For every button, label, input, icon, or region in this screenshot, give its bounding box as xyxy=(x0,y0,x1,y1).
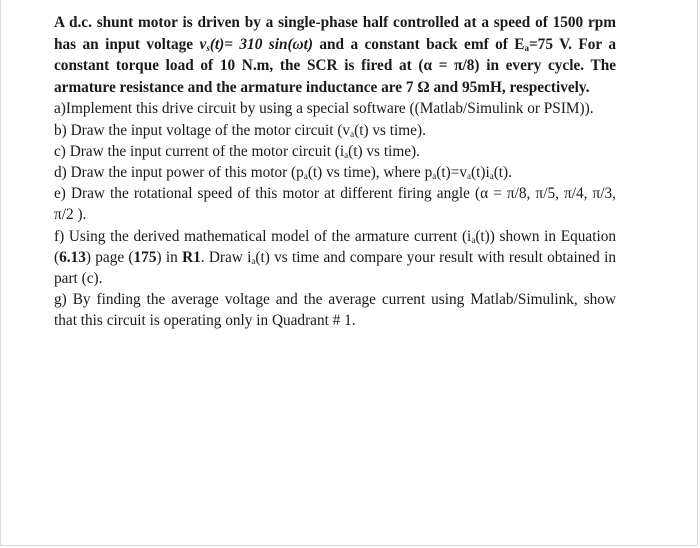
emf-subscript: a xyxy=(524,42,529,53)
reference-r1: R1 xyxy=(182,248,201,266)
item-b: b) Draw the input voltage of the motor circuit ($v_a(t)$ vs time). xyxy=(54,121,426,139)
item-g: g) By finding the average voltage and the average current using Matlab/Simulink, show that this circuit is operating only in Quadrant # 1. xyxy=(54,291,616,330)
item-a: a)Implement this drive circuit by using a special software ((Matlab/Simulink or PSIM)). xyxy=(54,100,594,118)
item-e: e) Draw the rotational speed of this motor at different firing angle (α = π/8, π/5, π/4, π/3, π/2 ). xyxy=(54,185,616,224)
page-ref: 175 xyxy=(133,248,157,266)
item-d: d) Draw the input power of this motor ($p_a(t)$ vs time), where $p_a(t)=v_a(t)i_a(t)$. xyxy=(54,163,512,181)
voltage-expression: (t)= 310 sin(ωt) xyxy=(209,35,313,53)
voltage-subscript: s xyxy=(206,42,210,53)
item-c: c) Draw the input current of the motor circuit ($i_a(t)$ vs time). xyxy=(54,142,420,160)
problem-statement xyxy=(54,12,616,98)
equation-ref: 6.13 xyxy=(59,248,86,266)
problem-intro: A d.c. shunt motor is driven by a single-phase half controlled at a speed of 1500 rpm has an input voltage xyxy=(54,14,616,53)
problem-text xyxy=(54,12,616,332)
problem-params: =75 V. For a constant torque load of 10 N.m, the SCR is fired at (α = π/8) in every cycle. The armature resistance and the armature inductance are 7 Ω and 95mH, respectively. xyxy=(54,35,616,96)
item-f: f) Using the derived mathematical model of the armature current $(i_a(t))$ shown in Equation (6.13) page (175) in R1. Draw $i_a(t)$ vs time and compare your result with result obtained in part (c). xyxy=(54,227,616,287)
back-emf-text: and a constant back emf of E xyxy=(312,35,525,53)
voltage-symbol: v xyxy=(199,35,207,53)
